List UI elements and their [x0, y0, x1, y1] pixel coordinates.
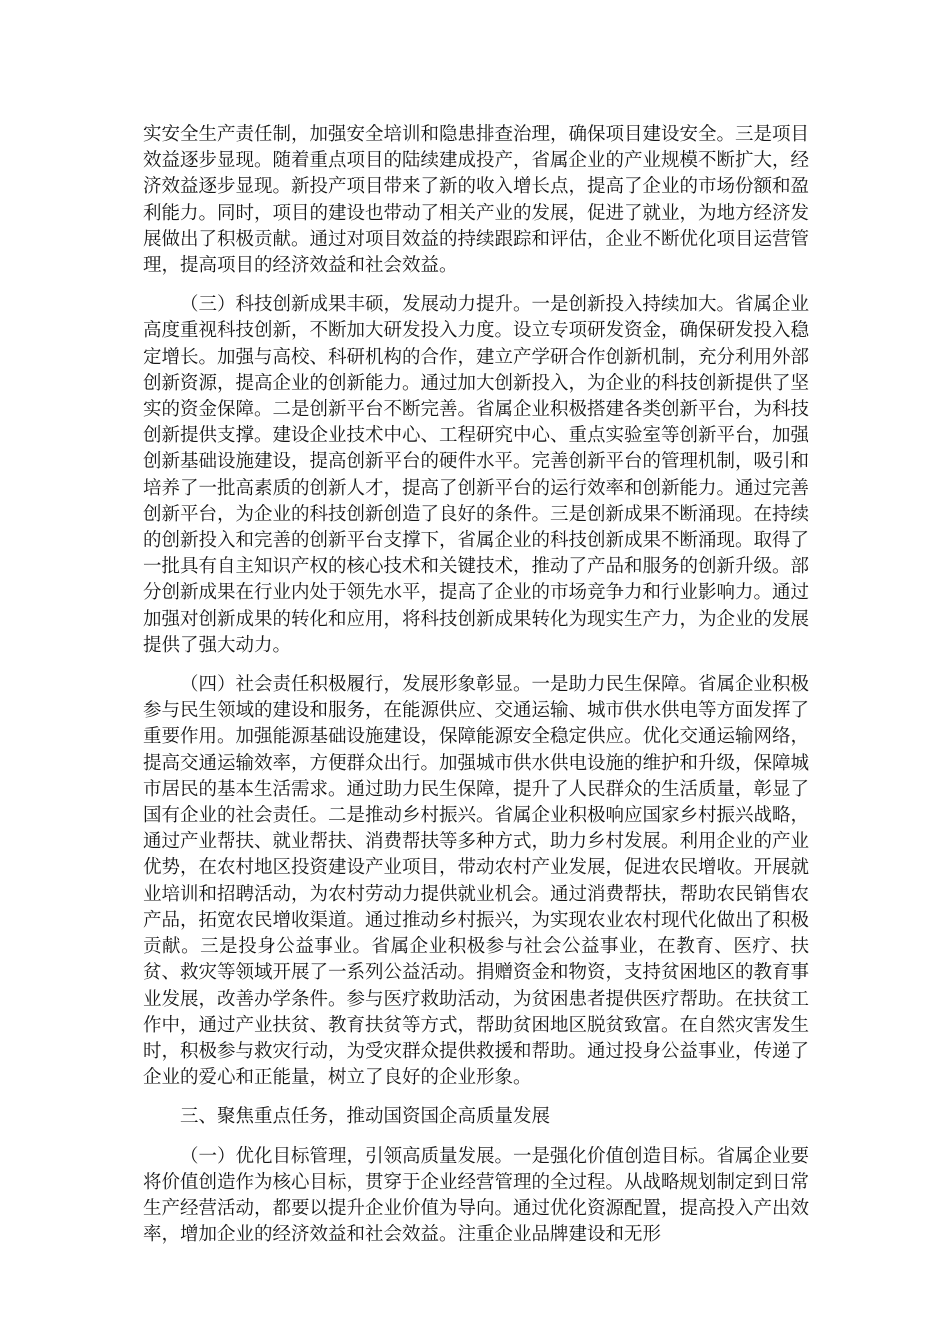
- paragraph-tech-innovation: （三）科技创新成果丰硕，发展动力提升。一是创新投入持续加大。省属企业高度重视科技创新，不断加大研发投入力度。设立专项研发资金，确保研发投入稳定增长。加强与高校、科研机构的合作，建立产学研合作创新机制，充分利用外部创新资源，提高企业的创新能力。通过加大创新投入，为企业的科技创新提供了坚实的资金保障。二是创新平台不断完善。省属企业积极搭建各类创新平台，为科技创新提供支撑。建设企业技术中心、工程研究中心、重点实验室等创新平台，加强创新基础设施建设，提高创新平台的硬件水平。完善创新平台的管理机制，吸引和培养了一批高素质的创新人才，提高了创新平台的运行效率和创新能力。通过完善创新平台，为企业的科技创新创造了良好的条件。三是创新成果不断涌现。在持续的创新投入和完善的创新平台支撑下，省属企业的科技创新成果不断涌现。取得了一批具有自主知识产权的核心技术和关键技术，推动了产品和服务的创新升级。部分创新成果在行业内处于领先水平，提高了企业的市场竞争力和行业影响力。通过加强对创新成果的转化和应用，将科技创新成果转化为现实生产力，为企业的发展提供了强大动力。: [143, 294, 810, 656]
- paragraph-social-responsibility: （四）社会责任积极履行，发展形象彰显。一是助力民生保障。省属企业积极参与民生领域的建设和服务，在能源供应、交通运输、城市供水供电等方面发挥了重要作用。加强能源基础设施建设，保障能源安全稳定供应。优化交通运输网络，提高交通运输效率，方便群众出行。加强城市供水供电设施的维护和升级，保障城市居民的基本生活需求。通过助力民生保障，提升了人民群众的生活质量，彰显了国有企业的社会责任。二是推动乡村振兴。省属企业积极响应国家乡村振兴战略，通过产业帮扶、就业帮扶、消费帮扶等多种方式，助力乡村发展。利用企业的产业优势，在农村地区投资建设产业项目，带动农村产业发展，促进农民增收。开展就业培训和招聘活动，为农村劳动力提供就业机会。通过消费帮扶，帮助农民销售农产品，拓宽农民增收渠道。通过推动乡村振兴，为实现农业农村现代化做出了积极贡献。三是投身公益事业。省属企业积极参与社会公益事业，在教育、医疗、扶贫、救灾等领域开展了一系列公益活动。捐赠资金和物资，支持贫困地区的教育事业发展，改善办学条件。参与医疗救助活动，为贫困患者提供医疗帮助。在扶贫工作中，通过产业扶贫、教育扶贫等方式，帮助贫困地区脱贫致富。在自然灾害发生时，积极参与救灾行动，为受灾群众提供救援和帮助。通过投身公益事业，传递了企业的爱心和正能量，树立了良好的企业形象。: [143, 674, 810, 1089]
- section-heading-key-tasks: 三、聚焦重点任务，推动国资国企高质量发展: [180, 1106, 551, 1128]
- paragraph-target-management: （一）优化目标管理，引领高质量发展。一是强化价值创造目标。省属企业要将价值创造作为核心目标，贯穿于企业经营管理的全过程。从战略规划制定到日常生产经营活动，都要以提升企业价值为导向。通过优化资源配置，提高投入产出效率，增加企业的经济效益和社会效益。注重企业品牌建设和无形: [143, 1145, 810, 1246]
- document-page: [143, 122, 809, 1261]
- paragraph-project-benefits: 实安全生产责任制，加强安全培训和隐患排查治理，确保项目建设安全。三是项目效益逐步显现。随着重点项目的陆续建成投产，省属企业的产业规模不断扩大，经济效益逐步显现。新投产项目带来了新的收入增长点，提高了企业的市场份额和盈利能力。同时，项目的建设也带动了相关产业的发展，促进了就业，为地方经济发展做出了积极贡献。通过对项目效益的持续跟踪和评估，企业不断优化项目运营管理，提高项目的经济效益和社会效益。: [143, 124, 810, 277]
